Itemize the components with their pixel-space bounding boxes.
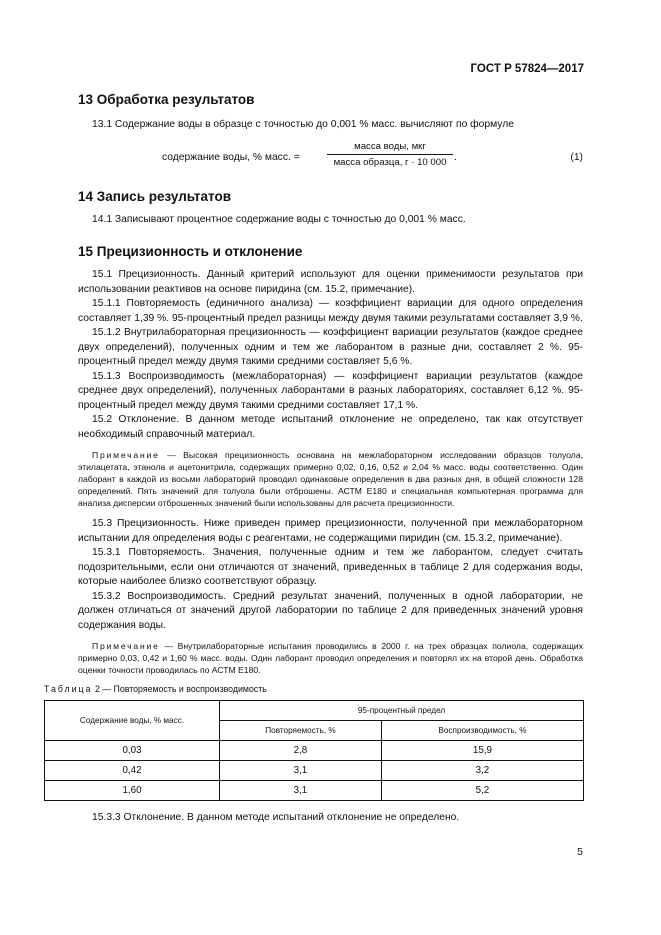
note-2 (78, 640, 583, 676)
formula-1 (78, 141, 583, 177)
page-content (44, 92, 583, 826)
formula-left-side: содержание воды, % масс. = (162, 151, 300, 163)
paragraph-15-1-2: 15.1.2 Внутрилабораторная прецизионность — коэффициент вариации результатов (каждое среднее двух определений), полученных одним и тем же лаборантом в разные дни, составляет 2 %. 95-процентный предел между двумя такими средними составляет 5,6 %. (78, 327, 583, 367)
formula-numerator: масса воды, мкг (327, 141, 453, 155)
paragraph-15-2: 15.2 Отклонение. В данном методе испытаний отклонение не определено, так как отсутствует необходимый справочный материал. (78, 414, 583, 440)
table-2 (44, 700, 584, 801)
table-2-caption (44, 684, 583, 694)
paragraph-15-3-1: 15.3.1 Повторяемость. Значения, полученные одним и тем же лаборантом, следует считать подозрительными, если они отличаются от значений, приведенных в таблице 2 для содержания воды, которые наиболее близко соответствуют образцу. (78, 547, 583, 587)
note-2-label: Примечание (92, 641, 160, 651)
formula-period: . (454, 151, 457, 163)
cell-repeatability: 3,1 (220, 781, 382, 801)
cell-reproducibility: 15,9 (381, 741, 583, 761)
paragraph-15-3: 15.3 Прецизионность. Ниже приведен пример прецизионности, полученной при межлабораторном испытании для определения воды с реагентами, не содержащими пиридин (см. 15.3.2, примечание). (78, 518, 583, 544)
note-1 (78, 449, 583, 509)
section-15-heading: 15 Прецизионность и отклонение (78, 244, 303, 259)
cell-reproducibility: 5,2 (381, 781, 583, 801)
col-header-water-content: Содержание воды, % масс. (45, 701, 220, 741)
formula-number: (1) (570, 151, 583, 163)
paragraph-15-1: 15.1 Прецизионность. Данный критерий используют для оценки применимости результатов при использовании реактивов на основе пиридина (см. 15.2, примечание). (78, 269, 583, 295)
formula-fraction (327, 141, 453, 168)
note-1-text: — Высокая прецизионность основана на межлабораторном исследовании образцов толуола, этилацетата, этанола и ацетонитрила, содержащих примерно 0,02, 0,16, 0,52 и 2,04 % масс. воды соответственно. Один лаборант в каждой из восьми лабораторий проводил одинаковые определения в два разных дня, в общей сложности 128 определений. Пять значений для толуола были отброшены. АСТМ Е180 и специальная компьютерная программа для анализа дисперсии отброшенных значений были использованы для расчета прецизионности. (78, 450, 583, 508)
note-2-text: — Внутрилабораторные испытания проводились в 2000 г. на трех образцах полиола, содержащих примерно 0,03, 0,42 и 1,60 % масс. воды. Один лаборант проводил определения и повторял их на второй день. Обработка оценки точности проводилась по АСТМ Е180. (78, 641, 583, 675)
section-14-heading: 14 Запись результатов (78, 188, 231, 204)
col-header-95-limit: 95-процентный предел (220, 701, 584, 721)
cell-reproducibility: 3,2 (381, 761, 583, 781)
paragraph-15-3-2: 15.3.2 Воспроизводимость. Средний результат значений, полученных в одной лаборатории, не должен отличаться от значений другой лаборатории по таблице 2 для приведенных значений уровня содержания воды. (78, 590, 583, 631)
table-row (45, 761, 584, 781)
cell-repeatability: 2,8 (220, 741, 382, 761)
col-header-reproducibility: Воспроизводимость, % (381, 721, 583, 741)
cell-repeatability: 3,1 (220, 761, 382, 781)
table-2-caption-text: 2 — Повторяемость и воспроизводимость (92, 684, 267, 694)
section-13-heading: 13 Обработка результатов (78, 92, 255, 107)
paragraph-15-3-3: 15.3.3 Отклонение. В данном методе испытаний отклонение не определено. (92, 812, 460, 823)
cell-water: 0,03 (45, 741, 220, 761)
cell-water: 1,60 (45, 781, 220, 801)
note-1-label: Примечание (92, 450, 160, 460)
table-2-caption-label: Таблица (44, 684, 93, 694)
table-row (45, 781, 584, 801)
paragraph-15-1-1: 15.1.1 Повторяемость (единичного анализа) — коэффициент вариации для одного определения составляет 1,39 %. 95-процентный предел разницы между двумя такими результатами составляет 3,9 %. (78, 298, 583, 324)
document-designation: ГОСТ Р 57824—2017 (470, 63, 584, 75)
page-number: 5 (577, 846, 583, 858)
paragraph-15-1-3: 15.1.3 Воспроизводимость (межлабораторная) — коэффициент вариации результатов (каждое среднее двух определений), полученных лаборантами в разных лабораториях, составляет 6,12 %. 95-процентный предел между двумя такими средними составляет 17,1 %. (78, 370, 583, 411)
paragraph-14-1: 14.1 Записывают процентное содержание воды с точностью до 0,001 % масс. (92, 213, 466, 225)
paragraph-13-1: 13.1 Содержание воды в образце с точностью до 0,001 % масс. вычисляют по формуле (92, 119, 514, 130)
formula-denominator: масса образца, г · 10 000 (333, 156, 447, 168)
cell-water: 0,42 (45, 761, 220, 781)
table-row (45, 741, 584, 761)
col-header-repeatability: Повторяемость, % (220, 721, 382, 741)
